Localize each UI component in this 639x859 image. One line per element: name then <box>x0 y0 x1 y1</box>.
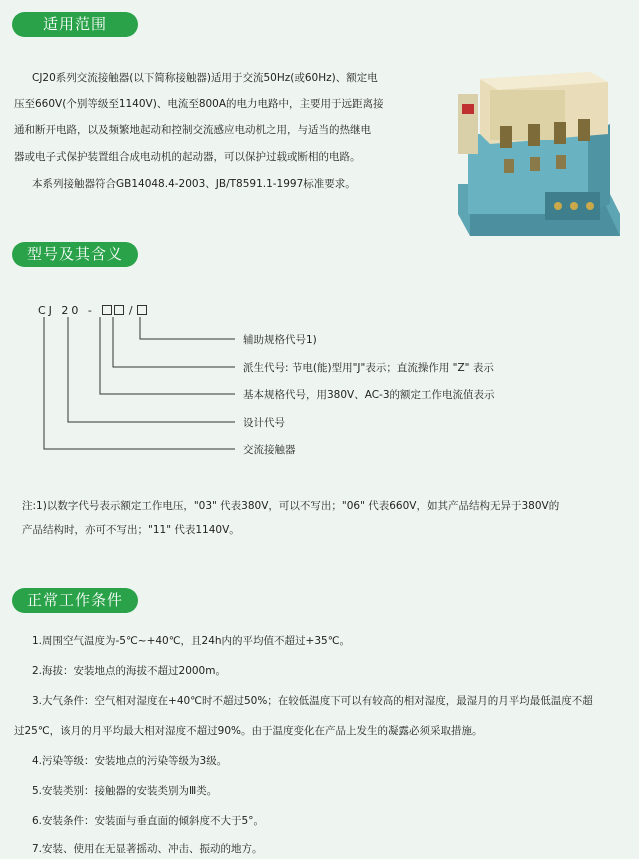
condition-1: 1.周围空气温度为-5℃~+40℃，且24h内的平均值不超过+35℃。 <box>32 635 350 647</box>
legend-aux-code: 辅助规格代号1) <box>243 334 317 346</box>
model-code-sep: / <box>128 304 133 317</box>
legend-derived-code: 派生代号: 节电(能)型用"J"表示；直流操作用 "Z" 表示 <box>243 362 494 374</box>
scope-line-3: 通和断开电路，以及频繁地起动和控制交流感应电动机之用，与适当的热继电 <box>14 124 371 136</box>
legend-design-code: 设计代号 <box>243 417 285 429</box>
scope-line-2: 压至660V(个别等级至1140V)、电流至800A的电力电路中，主要用于远距离接 <box>14 98 384 110</box>
scope-line-1: CJ20系列交流接触器(以下简称接触器)适用于交流50Hz(或60Hz)、额定电 <box>32 72 378 84</box>
section-title-conditions: 正常工作条件 <box>12 588 138 613</box>
condition-6: 6.安装条件：安装面与垂直面的倾斜度不大于5°。 <box>32 815 264 827</box>
condition-2: 2.海拔：安装地点的海拔不超过2000m。 <box>32 665 226 677</box>
scope-line-5: 本系列接触器符合GB14048.4-2003、JB/T8591.1-1997标准要求。 <box>32 178 356 190</box>
model-note-line-2: 产品结构时，亦可不写出；"11" 代表1140V。 <box>22 524 240 536</box>
condition-3b: 过25℃，该月的月平均最大相对湿度不超过90%。由于温度变化在产品上发生的凝露必须采取措施。 <box>14 725 483 737</box>
condition-3a: 3.大气条件：空气相对湿度在+40℃时不超过50%；在较低温度下可以有较高的相对湿度，最湿月的月平均最低温度不超 <box>32 695 593 707</box>
model-note-line-1: 注:1)以数字代号表示额定工作电压，"03" 代表380V，可以不写出；"06" 代表660V，如其产品结构无异于380V的 <box>22 500 560 512</box>
scope-line-4: 器或电子式保护装置组合成电动机的起动器，可以保护过载或断相的电路。 <box>14 151 361 163</box>
condition-7: 7.安装、使用在无显著摇动、冲击、振动的地方。 <box>32 843 263 855</box>
legend-ac-contactor: 交流接触器 <box>243 444 296 456</box>
legend-basic-code: 基本规格代号，用380V、AC-3的额定工作电流值表示 <box>243 389 495 401</box>
section-title-scope: 适用范围 <box>12 12 138 37</box>
condition-5: 5.安装类别：接触器的安装类别为Ⅲ类。 <box>32 785 218 797</box>
condition-4: 4.污染等级：安装地点的污染等级为3级。 <box>32 755 228 767</box>
section-title-model: 型号及其含义 <box>12 242 138 267</box>
model-code-prefix: CJ 20 - <box>38 304 95 317</box>
